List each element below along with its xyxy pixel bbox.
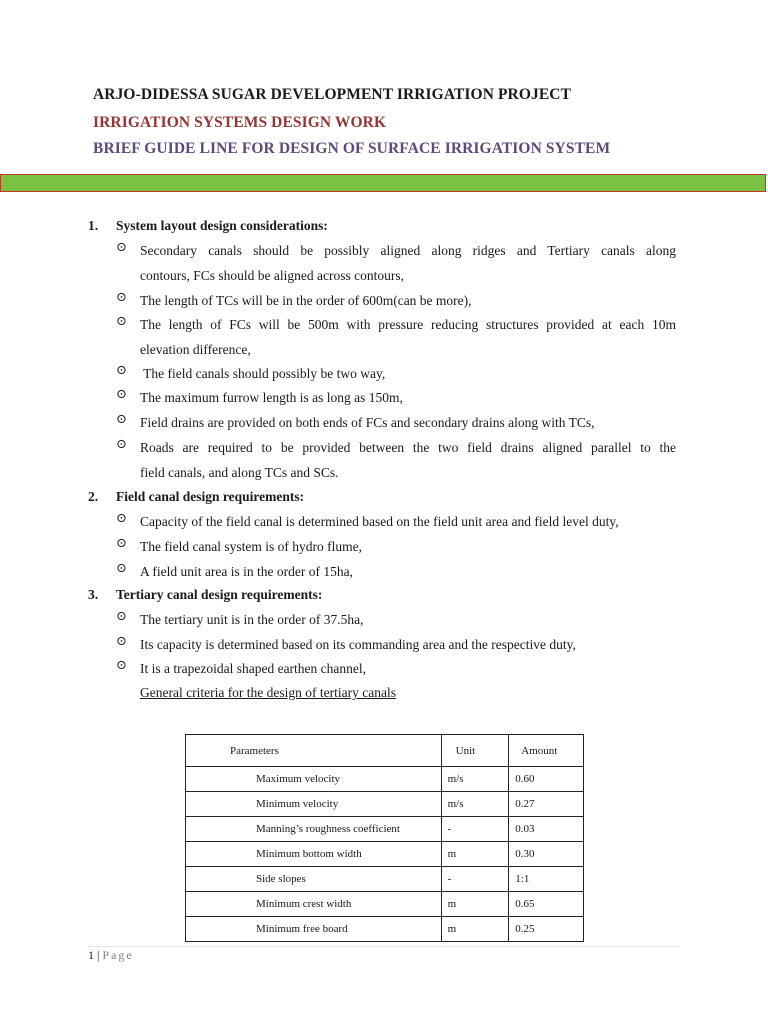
table-row: [186, 917, 584, 942]
section-title: System layout design considerations:: [116, 218, 328, 233]
section-3-heading: [88, 587, 322, 603]
list-item-text: Field drains are provided on both ends of FCs and secondary drains along with TCs,: [140, 415, 595, 430]
cell-parameter: Minimum bottom width: [186, 842, 442, 867]
criteria-table: [185, 734, 584, 942]
list-item-text: The tertiary unit is in the order of 37.5ha,: [140, 612, 364, 627]
section-2-heading: [88, 489, 304, 505]
circled-dot-icon: ⊙: [116, 535, 127, 550]
table-row: [186, 817, 584, 842]
section-number: 1.: [88, 218, 99, 233]
table-row: [186, 842, 584, 867]
circled-dot-icon: ⊙: [116, 289, 127, 304]
circled-dot-icon: ⊙: [116, 239, 127, 254]
list-item-line: Roads are required to be provided between the two field drains aligned parallel to the: [140, 440, 676, 455]
circled-dot-icon: ⊙: [116, 436, 127, 451]
list-item: [116, 362, 676, 387]
header-amount: Amount: [509, 735, 584, 767]
cell-amount: 0.60: [509, 767, 584, 792]
list-item: [116, 633, 676, 658]
cell-amount: 0.27: [509, 792, 584, 817]
page-number: 1: [88, 948, 94, 962]
page-label: Page: [102, 948, 134, 962]
title-project: ARJO-DIDESSA SUGAR DEVELOPMENT IRRIGATION PROJECT: [93, 86, 572, 103]
list-item-text: A field unit area is in the order of 15ha,: [140, 564, 353, 579]
circled-dot-icon: ⊙: [116, 313, 127, 328]
list-item: [116, 608, 676, 633]
table-row: [186, 767, 584, 792]
cell-parameter: Minimum velocity: [186, 792, 442, 817]
list-item-text: The length of TCs will be in the order of 600m(can be more),: [140, 293, 472, 308]
table-caption: General criteria for the design of tertiary canals: [140, 685, 396, 700]
cell-unit: -: [441, 817, 509, 842]
cell-parameter: Maximum velocity: [186, 767, 442, 792]
list-item-text: Capacity of the field canal is determined based on the field unit area and field level duty,: [140, 514, 619, 529]
header-unit: Unit: [441, 735, 509, 767]
circled-dot-icon: ⊙: [116, 510, 127, 525]
list-item: [116, 289, 676, 314]
cell-unit: m/s: [441, 767, 509, 792]
list-item: [116, 386, 676, 411]
list-item: [116, 313, 676, 362]
list-item-line: field canals, and along TCs and SCs.: [140, 464, 339, 480]
list-item-text: It is a trapezoidal shaped earthen channel,: [140, 661, 367, 676]
cell-amount: 0.30: [509, 842, 584, 867]
list-item: [116, 411, 676, 436]
header-green-bar: [0, 174, 766, 192]
footer-separator: |: [97, 948, 100, 962]
list-item-line: elevation difference,: [140, 341, 251, 357]
list-item-text: The field canals should possibly be two way,: [140, 366, 386, 381]
cell-unit: m/s: [441, 792, 509, 817]
list-item: [116, 657, 676, 682]
title-guideline: BRIEF GUIDE LINE FOR DESIGN OF SURFACE IRRIGATION SYSTEM: [93, 140, 611, 157]
table-header-row: [186, 735, 584, 767]
table-row: [186, 867, 584, 892]
cell-amount: 0.03: [509, 817, 584, 842]
circled-dot-icon: ⊙: [116, 411, 127, 426]
section-title: Tertiary canal design requirements:: [116, 587, 323, 602]
cell-unit: -: [441, 867, 509, 892]
circled-dot-icon: ⊙: [116, 362, 127, 377]
section-1-heading: [88, 218, 328, 234]
list-item: [116, 560, 676, 585]
list-item-text: Its capacity is determined based on its commanding area and the respective duty,: [140, 637, 576, 652]
circled-dot-icon: ⊙: [116, 657, 127, 672]
list-item: [116, 535, 676, 560]
circled-dot-icon: ⊙: [116, 386, 127, 401]
cell-unit: m: [441, 917, 509, 942]
list-item-line: contours, FCs should be aligned across contours,: [140, 267, 404, 283]
section-title: Field canal design requirements:: [116, 489, 305, 504]
cell-parameter: Minimum free board: [186, 917, 442, 942]
list-item: [116, 239, 676, 288]
list-item-text: The field canal system is of hydro flume,: [140, 539, 362, 554]
header-parameters: Parameters: [186, 735, 442, 767]
cell-parameter: Minimum crest width: [186, 892, 442, 917]
list-item-text: The maximum furrow length is as long as 150m,: [140, 390, 403, 405]
cell-parameter: Side slopes: [186, 867, 442, 892]
table-row: [186, 892, 584, 917]
cell-amount: 1:1: [509, 867, 584, 892]
section-number: 3.: [88, 587, 99, 602]
list-item-line: Secondary canals should be possibly aligned along ridges and Tertiary canals along: [140, 243, 676, 258]
cell-amount: 0.65: [509, 892, 584, 917]
cell-unit: m: [441, 842, 509, 867]
cell-amount: 0.25: [509, 917, 584, 942]
footer-rule: [88, 946, 678, 947]
table-row: [186, 792, 584, 817]
section-number: 2.: [88, 489, 99, 504]
circled-dot-icon: ⊙: [116, 560, 127, 575]
title-design-work: IRRIGATION SYSTEMS DESIGN WORK: [93, 114, 387, 131]
circled-dot-icon: ⊙: [116, 608, 127, 623]
circled-dot-icon: ⊙: [116, 633, 127, 648]
list-item: [116, 510, 676, 535]
list-item-line: The length of FCs will be 500m with pressure reducing structures provided at each 10m: [140, 317, 676, 332]
list-item: [116, 436, 676, 485]
page-footer: [88, 948, 134, 963]
cell-parameter: Manning’s roughness coefficient: [186, 817, 442, 842]
cell-unit: m: [441, 892, 509, 917]
